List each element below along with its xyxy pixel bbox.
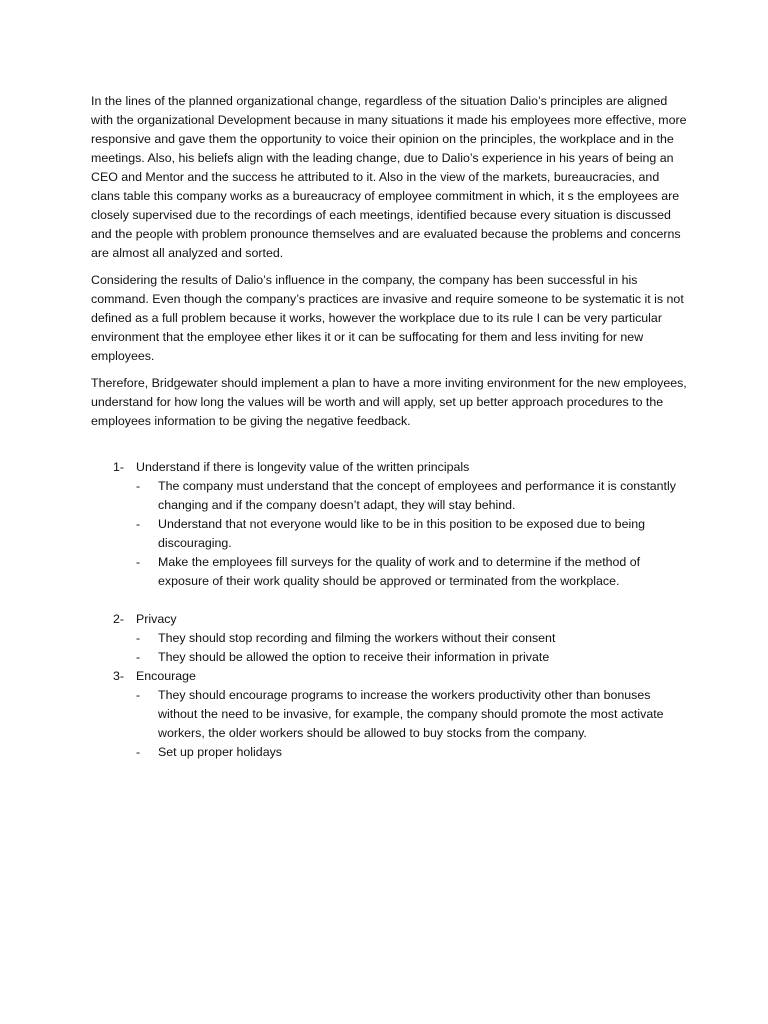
dash-bullet: -	[136, 555, 141, 569]
dash-bullet: -	[136, 650, 141, 664]
spacer	[91, 439, 691, 458]
dash-bullet: -	[136, 745, 141, 759]
dash-bullet: -	[136, 631, 141, 645]
sub-item-text: The company must understand that the concept of employees and performance it is constantly changing and if the company doesn’t adapt, they will stay behind.	[158, 479, 676, 512]
sub-item-text: Set up proper holidays	[158, 745, 282, 759]
sub-list	[136, 477, 691, 591]
sub-list-item	[136, 515, 691, 553]
sub-list-item	[136, 553, 691, 591]
sub-list-item	[136, 743, 691, 762]
dash-bullet: -	[136, 688, 141, 702]
document-page	[91, 92, 691, 762]
sub-item-text: They should encourage programs to increase the workers productivity other than bonuses without the need to be invasive, for example, the company should promote the most activate workers, the older workers should be allowed to buy stocks from the company.	[158, 688, 664, 740]
sub-list	[136, 629, 691, 667]
list-number: 3-	[113, 669, 125, 683]
paragraph-org-change: In the lines of the planned organizational change, regardless of the situation Dalio’s principles are aligned with the organizational Development because in many situations it made his employees more effective, more responsive and gave them the opportunity to voice their opinion on the principles, the workplace and in the meetings. Also, his beliefs align with the leading change, due to Dalio’s experience in his years of being an CEO and Mentor and the success he attributed to it. Also in the view of the markets, bureaucracies, and clans table this company works as a bureaucracy of employee commitment in which, it s the employees are closely supervised due to the recordings of each meetings, identified because every situation is discussed and the people with problem pronounce themselves and are evaluated because the problems and concerns are almost all analyzed and sorted.	[91, 94, 687, 260]
sub-item-text: They should stop recording and filming the workers without their consent	[158, 631, 556, 645]
paragraph-bridgewater-plan: Therefore, Bridgewater should implement a plan to have a more inviting environment for the new employees, understand for how long the values will be worth and will apply, set up better approach procedures to the employees information to be giving the negative feedback.	[91, 376, 687, 428]
paragraph-dalio-influence: Considering the results of Dalio’s influence in the company, the company has been successful in his command. Even though the company’s practices are invasive and require someone to be systematic it is not defined as a full problem because it works, however the workplace due to its rule I can be very particular environment that the employee ether likes it or it can be suffocating for them and less inviting for new employees.	[91, 273, 684, 363]
sub-list	[136, 686, 691, 762]
sub-item-text: Understand that not everyone would like to be in this position to be exposed due to being discouraging.	[158, 517, 646, 550]
dash-bullet: -	[136, 479, 141, 493]
sub-item-text: They should be allowed the option to receive their information in private	[158, 650, 550, 664]
list-item-privacy	[91, 610, 691, 667]
sub-item-text: Make the employees fill surveys for the quality of work and to determine if the method of exposure of their work quality should be approved or terminated from the workplace.	[158, 555, 641, 588]
sub-list-item	[136, 648, 691, 667]
sub-list-item	[136, 477, 691, 515]
recommendations-list	[91, 458, 691, 762]
sub-list-item	[136, 686, 691, 743]
list-item-title: Understand if there is longevity value of the written principals	[136, 460, 470, 474]
sub-list-item	[136, 629, 691, 648]
list-number: 2-	[113, 612, 125, 626]
list-item-title: Encourage	[136, 669, 196, 683]
list-item-title: Privacy	[136, 612, 177, 626]
list-number: 1-	[113, 460, 125, 474]
list-item-longevity	[91, 458, 691, 591]
dash-bullet: -	[136, 517, 141, 531]
list-gap	[91, 591, 691, 610]
list-item-encourage	[91, 667, 691, 762]
